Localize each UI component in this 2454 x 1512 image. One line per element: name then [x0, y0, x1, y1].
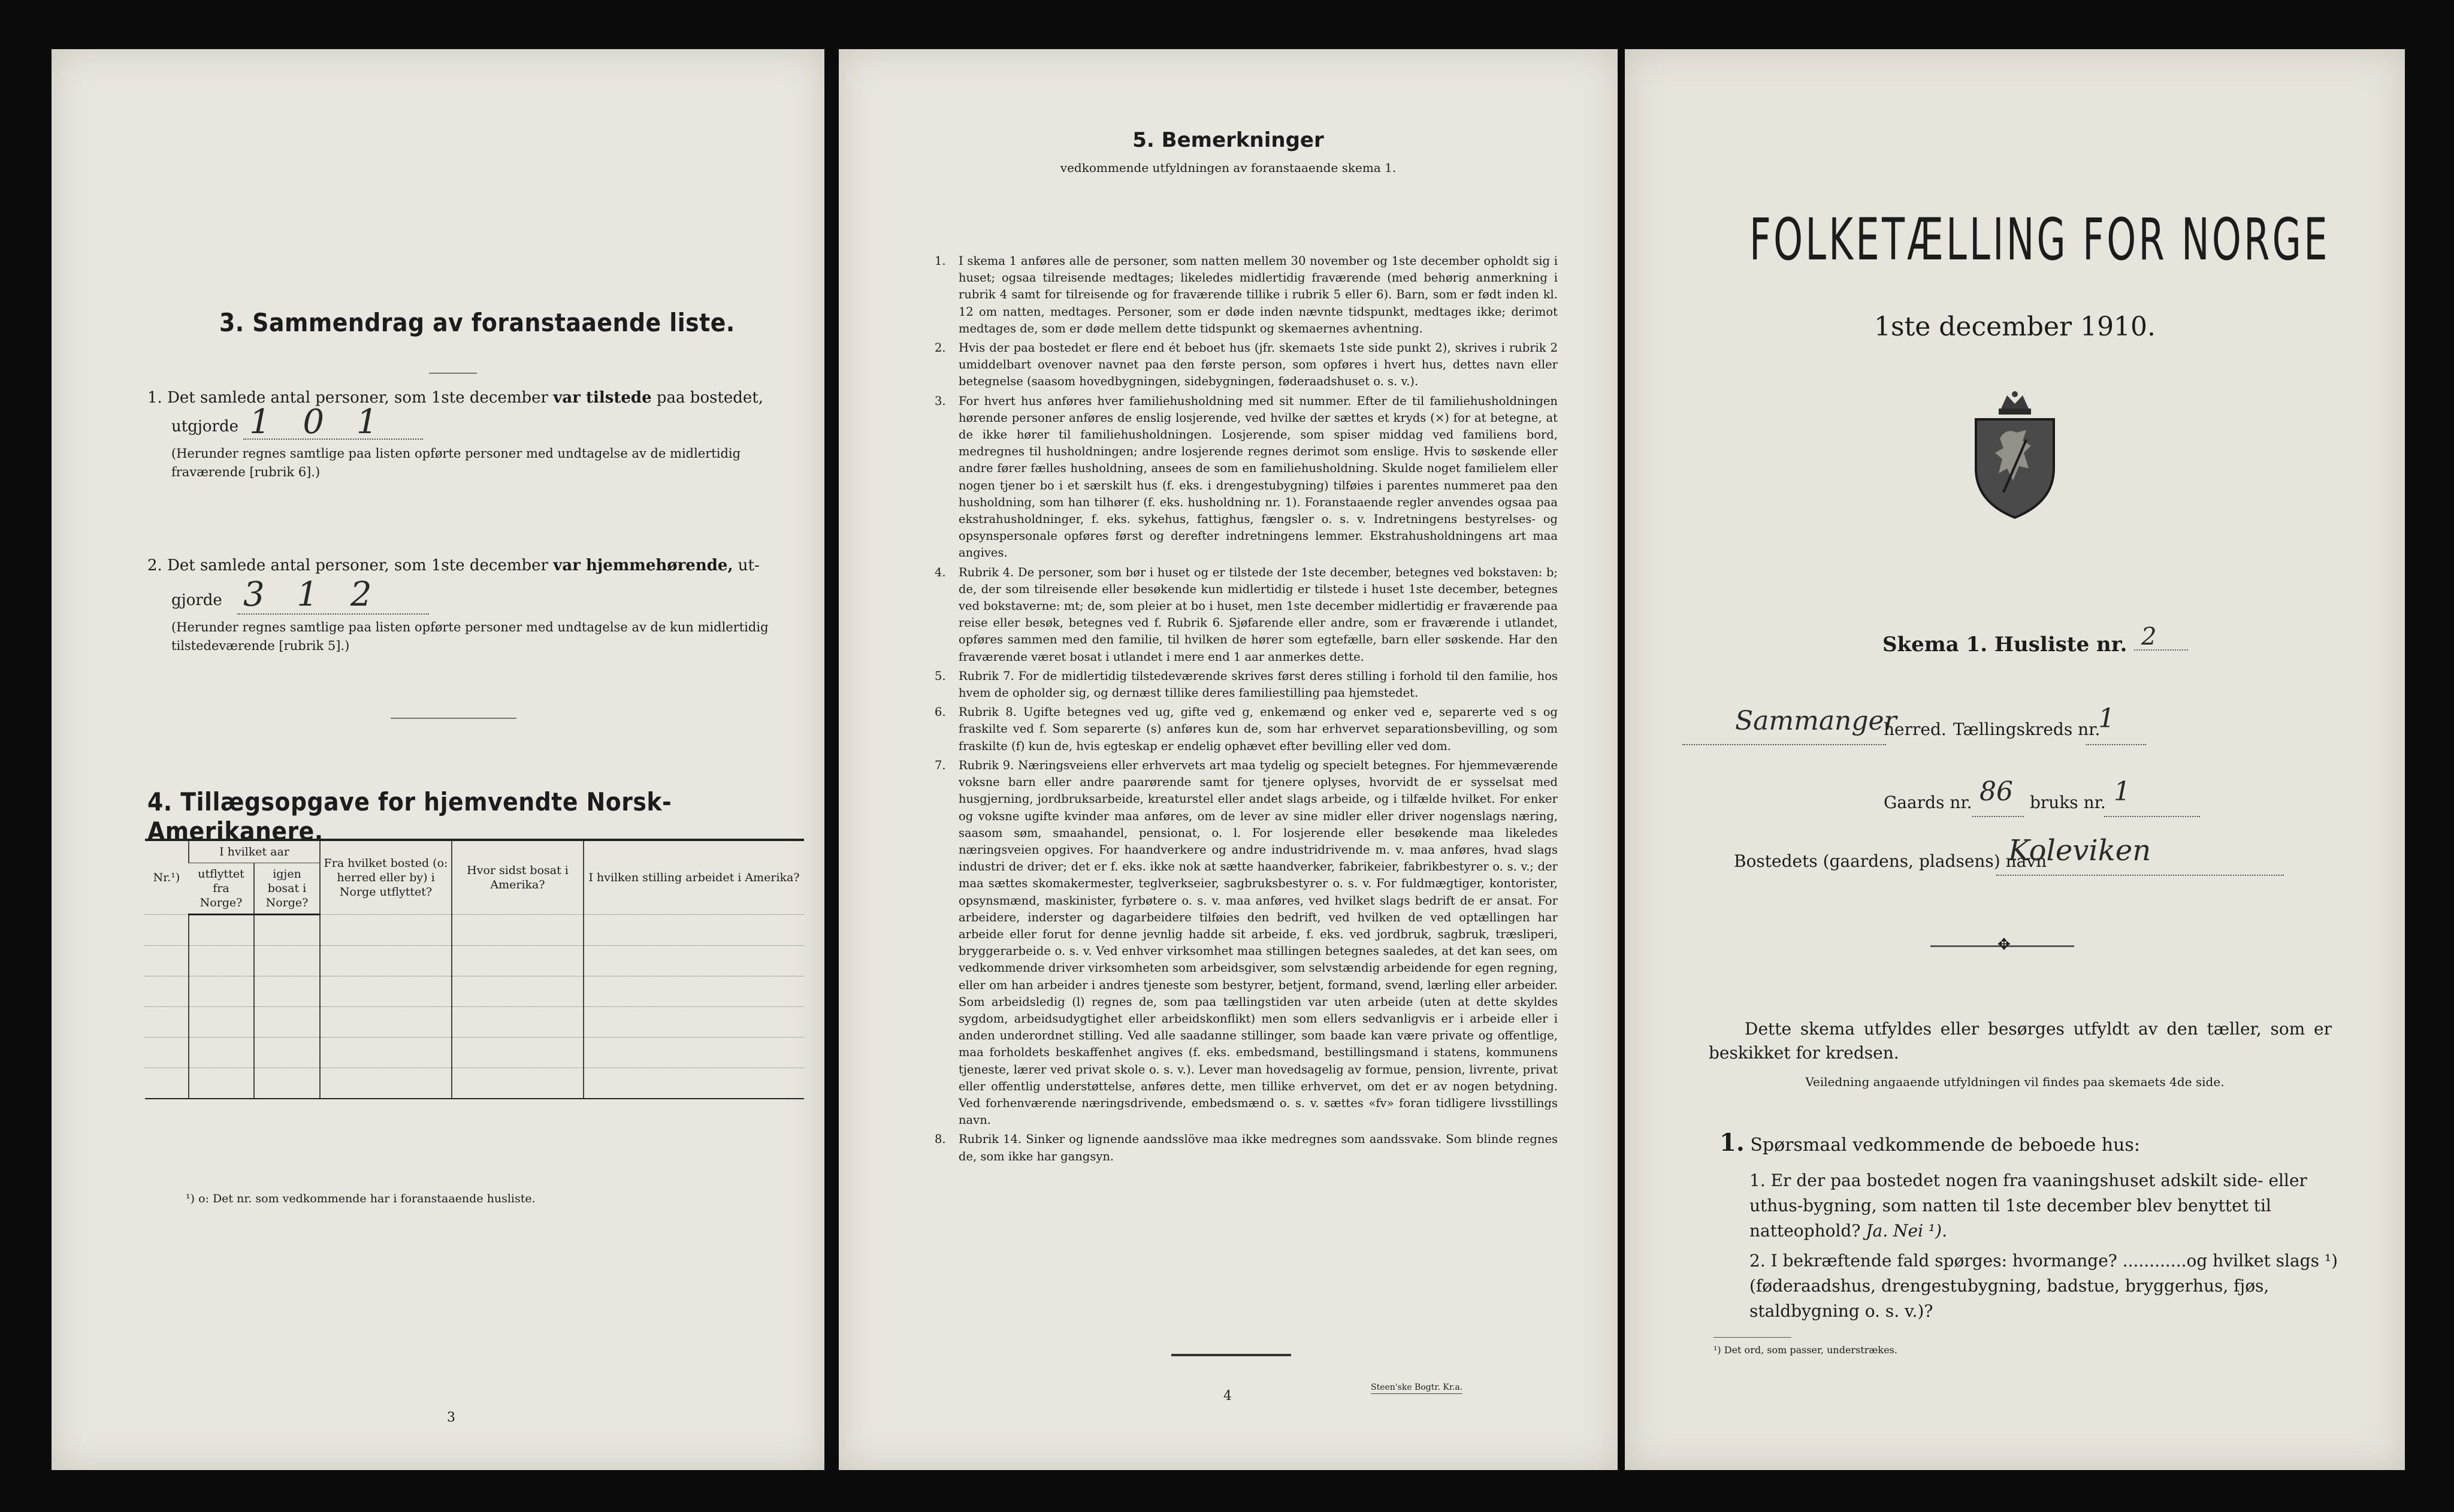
section-5-subheading: vedkommende utfyldningen av foranstaaende skema 1. [1060, 161, 1397, 175]
col-stilling: I hvilken stilling arbeidet i Amerika? [584, 840, 804, 915]
item-1 [147, 386, 812, 410]
item-2-text: 2. Det samlede antal personer, som 1ste december [147, 557, 548, 574]
kreds-value: 1 [2098, 703, 2115, 734]
item-text: Rubrik 14. Sinker og lignende aandsslöve maa ikke medregnes som aandssvake. Som blinde regnes de, som ikke har gangsyn. [959, 1132, 1558, 1163]
col-group-aar: I hvilket aar [189, 840, 320, 863]
list-item [935, 564, 1558, 666]
list-item [935, 393, 1558, 562]
bosted-label: Bostedets (gaardens, pladsens) navn [1734, 851, 2047, 871]
intro-note: Veiledning angaaende utfyldningen vil findes paa skemaets 4de side. [1805, 1075, 2225, 1089]
question-2: 2. I bekræftende fald spørges: hvormange? ............og hvilket slags ¹) (føderaadshus, drengestubygning, badstue, bryggerhus, fjøs, staldbygning o. s. v.)? [1749, 1251, 2338, 1321]
bruks-line [2104, 816, 2200, 817]
item-1-text: 1. Det samlede antal personer, som 1ste december [147, 389, 548, 407]
list-item [935, 757, 1558, 1129]
remarks-list [935, 253, 1558, 1168]
page-title: FOLKETÆLLING FOR NORGE [1749, 206, 2330, 273]
item-1-bold: var tilstede [553, 389, 652, 407]
item-number: 8. [935, 1132, 946, 1147]
section-4-heading: 4. Tillægsopgave for hjemvendte Norsk-Amerikanere. [147, 787, 672, 846]
item-number: 1. [935, 254, 946, 268]
herred-value: Sammanger [1735, 706, 1897, 736]
divider [391, 718, 516, 719]
item-number: 4. [935, 565, 946, 579]
norsk-amerikanere-table [145, 839, 804, 1099]
table-row [145, 976, 804, 1007]
list-item [935, 668, 1558, 701]
col-igjen-bosat: igjen bosat i Norge? [254, 863, 320, 915]
table-row [145, 1007, 804, 1038]
questions-heading-text: Spørsmaal vedkommende de beboede hus: [1750, 1135, 2140, 1156]
kreds-label: Tællingskreds nr. [1953, 719, 2101, 739]
list-item [935, 1131, 1558, 1165]
item-number: 3. [935, 394, 946, 408]
item-text: For hvert hus anføres hver familiehusholdning med sit nummer. Efter de til familiehusholdningen hørende personer anføres de enslig losjerende, ved hvilke der sættes et kryds (×) for at betegne, at de ikke hører til familiehusholdningen. Losjerende, som spiser middag ved familiens bord, medregnes til husholdningen; andre losjerende regnes derimot som enslige. Hvis to søskende eller andre fører fælles husholdning, ansees de som en familiehusholdning. Skulde noget familielem eller nogen tjener bo i et særskilt hus (f. eks. i drengestubygning) tilføies i parentes nummeret paa den husholdning, som han tilhører (f. eks. husholdning nr. 1). Foranstaaende regler anvendes ogsaa paa ekstrahusholdninger, f. eks. sykehus, fattighus, fængsler o. s. v. Indretningens bestyrelses- og opsynspersonale opføres først og derefter indretningens lemmer. Ekstrahusholdningens art maa angives. [959, 394, 1558, 560]
item-text: I skema 1 anføres alle de personer, som natten mellem 30 november og 1ste december opholdt sig i huset; ogsaa tilreisende medtages; likeledes midlertidig fraværende (med behørig anmerkning i rubrik 4 samt for tilreisende og for fraværende tillike i rubrik 5 eller 6). Barn, som er født inden kl. 12 om natten, medtages. Personer, som er døde inden nævnte tidspunkt, medtages ikke; derimot medtages de, som er døde mellem dette tidspunkt og skemaernes avhentning. [959, 254, 1558, 335]
item-text: Rubrik 8. Ugifte betegnes ved ug, gifte ved g, enkemænd og enker ved e, separerte ved s og fraskilte ved f. Som separerte (s) anføres kun de, som har erhvervet separationsbevilling, og som fraskilte (f) kun de, hvis egteskap er endelig ophævet efter bevilling eller ved dom. [959, 705, 1558, 753]
item-2-label: gjorde [171, 591, 222, 609]
divider [429, 373, 477, 374]
item-1-line [243, 439, 423, 440]
item-2-value: 3 1 2 [243, 575, 383, 614]
husliste-nr: 2 [2141, 623, 2157, 651]
gaards-label: Gaards nr. [1884, 793, 1972, 812]
gaards-line [1972, 816, 2024, 817]
page-4 [839, 49, 1618, 1470]
page-3 [52, 49, 824, 1470]
ornament-icon: ✥ [1997, 936, 2011, 954]
section-5-heading: 5. Bemerkninger [1132, 128, 1324, 152]
item-1-note: (Herunder regnes samtlige paa listen opførte personer med undtagelse av de midlertidig fraværende [rubrik 6].) [171, 446, 741, 479]
col-bosat-amerika: Hvor sidst bosat i Amerika? [452, 840, 584, 915]
skema-label: Skema 1. Husliste nr. [1882, 633, 2127, 657]
table-row [145, 915, 804, 946]
census-date: 1ste december 1910. [1873, 312, 2156, 342]
front-page [1625, 49, 2405, 1470]
question-1 [1749, 1168, 2349, 1244]
husliste-line [2134, 649, 2188, 651]
item-number: 2. [935, 341, 946, 355]
question-1-text: 1. Er der paa bostedet nogen fra vaaningshuset adskilt side- eller uthus-bygning, som natten til 1ste december blev benyttet til natteophold? [1749, 1171, 2307, 1241]
item-2-note: (Herunder regnes samtlige paa listen opførte personer med undtagelse av de kun midlertidig tilstedeværende [rubrik 5].) [171, 620, 769, 653]
item-number: 6. [935, 705, 946, 719]
item-1-label: utgjorde [171, 418, 239, 436]
page-number: 3 [447, 1410, 455, 1425]
item-text: Rubrik 4. De personer, som bør i huset og er tilstede der 1ste december, betegnes ved bokstaven: b; de, der som tilreisende eller besøkende kun midlertidig er tilstede i huset 1ste december, betegnes ved bokstaverne: mt; de, som pleier at bo i huset, men 1ste december midlertidig er fraværende paa reise eller besøk, betegnes ved f. Rubrik 6. Sjøfarende eller andre, som er fraværende i utlandet, opføres sammen med den familie, til hvilken de hører som egtefælle, barn eller søskende. Har den fraværende været bosat i utlandet i mere end 1 aar anmerkes dette. [959, 565, 1558, 664]
item-text: Hvis der paa bostedet er flere end ét beboet hus (jfr. skemaets 1ste side punkt 2), skrives i rubrik 2 umiddelbart ovenover navnet paa den første person, som opføres i hvert hus, dettes navn eller betegnelse (saasom hovedbygningen, sidebygningen, føderaadshuset o. s. v.). [959, 341, 1558, 389]
kreds-line [2086, 744, 2146, 745]
table-row [145, 946, 804, 976]
item-2-text-end: ut- [738, 557, 760, 574]
item-1-text-end: paa bostedet, [656, 389, 764, 407]
item-text: Rubrik 7. For de midlertidig tilstedeværende skrives først deres stilling i forhold til den familie, hos hvem de opholder sig, og dernæst tillike deres familiestilling paa hjemstedet. [959, 669, 1558, 700]
question-1-answer: Ja. Nei ¹). [1866, 1221, 1947, 1241]
footnote-divider [1713, 1337, 1791, 1338]
gaards-value: 86 [1979, 776, 2013, 807]
section-3-heading: 3. Sammendrag av foranstaaende liste. [219, 308, 735, 337]
item-1-value: 1 0 1 [249, 403, 389, 441]
divider [1171, 1354, 1291, 1356]
herred-line [1682, 744, 1886, 745]
herred-label: herred. [1884, 719, 1947, 739]
questions-heading [1719, 1131, 2140, 1157]
bruks-label: bruks nr. [2030, 793, 2106, 812]
list-item [935, 340, 1558, 391]
norway-coat-of-arms-icon [1971, 391, 2059, 520]
list-item [935, 704, 1558, 755]
col-nr: Nr.¹) [145, 840, 189, 915]
bosted-value: Koleviken [2008, 834, 2151, 867]
col-fra-bosted: Fra hvilket bosted (o: herred eller by) i Norge utflyttet? [320, 840, 452, 915]
item-2-line [237, 613, 429, 615]
item-text: Rubrik 9. Næringsveiens eller erhvervets art maa tydelig og specielt betegnes. For hjemmeværende voksne barn eller andre paarørende samt for tjenere oplyses, hvorvidt de er sysselsat med husgjerning, jordbruksarbeide, kreaturstel eller andet slags arbeide, og i tilfælde hvilket. For enker og voksne ugifte kvinder maa anføres, om de lever av sine midler eller driver nogenslags næring, saasom søm, smaahandel, pensionat, o. l. For losjerende eller besøkende maa likeledes næringsveien opgives. For haandverkere og andre industridrivende m. v. maa anføres, hvad slags industri de driver; det er f. eks. ikke nok at sætte haandverker, fabrikeier, fabrikbestyrer o. s. v.; der maa sættes skomakermester, teglverkseier, sagbruksbestyrer o. s. v. For fuldmægtiger, kontorister, opsynsmænd, maskinister, fyrbøtere o. s. v. maa anføres, ved hvilket slags bedrift de er ansat. For arbeidere, inderster og dagarbeidere tilføies den bedrift, ved hvilken de ved optællingen har arbeide eller forut for denne jevnlig hadde sit arbeide, f. eks. ved jordbruk, sagbruk, træsliperi, bryggerarbeide o. s. v. Ved enhver virksomhet maa stillingen betegnes saaledes, at det kan sees, om vedkommende driver virksomheten som arbeidsgiver, som selvstændig arbeidende for egen regning, eller om han arbeider i andres tjeneste som bestyrer, betjent, formand, svend, lærling eller arbeider. Som arbeidsledig (l) regnes de, som paa tællingstiden var uten arbeide (uten at dette skyldes sygdom, arbeidsudygtighet eller arbeidskonflikt) men som ellers sedvanligvis er i arbeide eller i anden underordnet stilling. Ved alle saadanne stillinger, som baade kan være private og offentlige, maa forholdets beskaffenhet angives (f. eks. embedsmand, bestillingsmand i statens, kommunens tjeneste, lærer ved privat skole o. s. v.). Lever man hovedsagelig av formue, pension, livrente, privat eller offentlig understøttelse, anføres dette, men tillike erhvervet, om det er av nogen betydning. Ved forhenværende næringsdrivende, embedsmænd o. s. v. sættes «fv» foran tidligere livsstillings navn. [959, 758, 1558, 1127]
item-2-bold: var hjemmehørende, [553, 557, 733, 574]
item-number: 5. [935, 669, 946, 683]
intro-text: Dette skema utfyldes eller besørges utfyldt av den tæller, som er beskikket for kredsen. [1709, 1019, 2332, 1063]
table-row [145, 1068, 804, 1099]
bosted-line [1996, 875, 2284, 876]
table-row [145, 1038, 804, 1068]
list-item [935, 253, 1558, 337]
page-number: 4 [1223, 1389, 1232, 1404]
item-2 [147, 554, 812, 577]
printer-mark: Steen'ske Bogtr. Kr.a. [1371, 1383, 1462, 1394]
col-utflyttet: utflyttet fra Norge? [189, 863, 254, 915]
table-footnote: ¹) o: Det nr. som vedkommende har i foranstaaende husliste. [186, 1192, 536, 1205]
item-number: 7. [935, 758, 946, 772]
page-footnote: ¹) Det ord, som passer, understrækes. [1713, 1344, 1897, 1356]
bruks-value: 1 [2114, 776, 2130, 807]
questions-heading-number: 1. [1719, 1129, 1745, 1157]
